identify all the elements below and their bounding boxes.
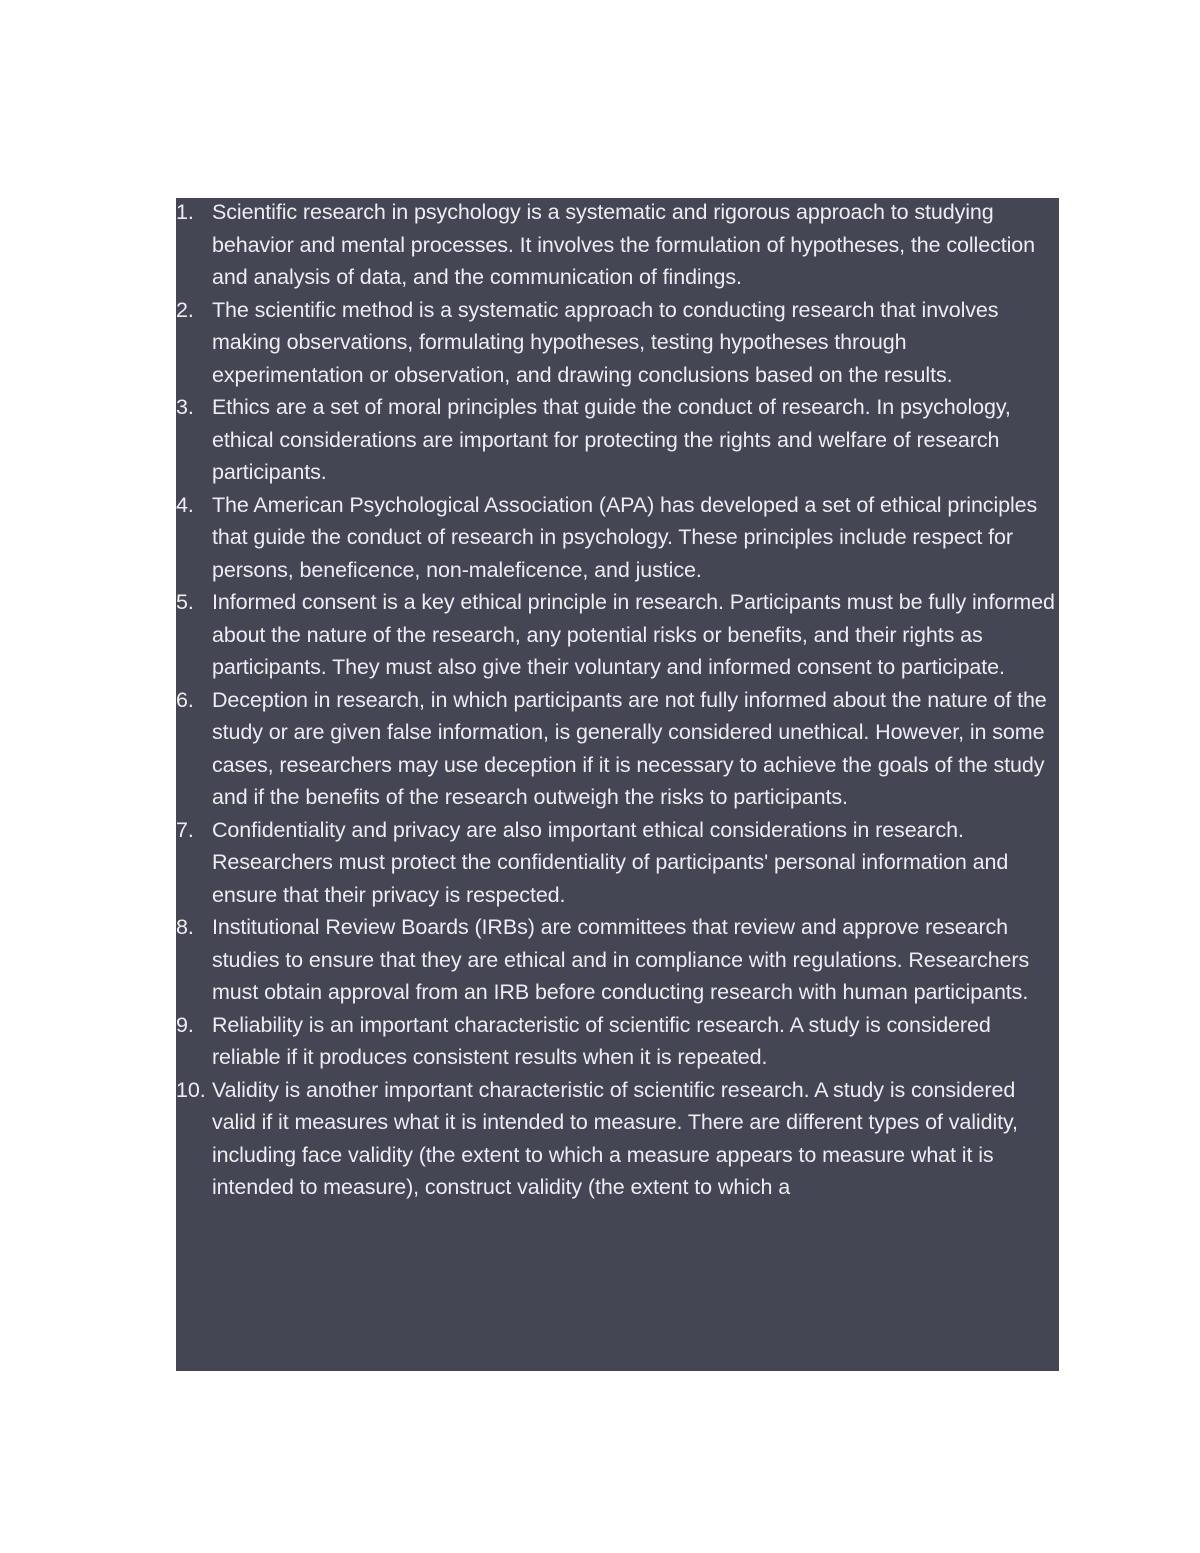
list-item-number: 7. — [176, 817, 194, 842]
chat-response-panel — [176, 198, 1059, 1371]
list-item-text: Validity is another important characteristic of scientific research. A study is considered valid if it measures what it is intended to measure. There are different types of validity, including face validity (the extent to which a measure appears to measure what it is intended to measure), construct validity (the extent to which a — [212, 1077, 1018, 1199]
list-item-text: Scientific research in psychology is a systematic and rigorous approach to studying behavior and mental processes. It involves the formulation of hypotheses, the collection and analysis of data, and the communication of findings. — [212, 200, 1036, 289]
list-item-text: Institutional Review Boards (IRBs) are committees that review and approve research studies to ensure that they are ethical and in compliance with regulations. Researchers must obtain approval from an IRB before conducting research with human participants. — [212, 915, 1030, 1004]
list-item-number: 1. — [176, 200, 194, 224]
list-item-text: Confidentiality and privacy are also important ethical considerations in research. Researchers must protect the confidentiality of participants' personal information and ensure that their privacy is respected. — [212, 817, 1009, 907]
list-item-text: Informed consent is a key ethical principle in research. Participants must be fully informed about the nature of the research, any potential risks or benefits, and their rights as participants. They must also give their voluntary and informed consent to participate. — [212, 590, 1055, 679]
list-item — [176, 911, 1059, 1009]
list-item-text: The American Psychological Association (APA) has developed a set of ethical principles that guide the conduct of research in psychology. These principles include respect for persons, beneficence, non-maleficence, and justice. — [212, 492, 1038, 582]
list-item — [176, 391, 1059, 489]
list-item-number: 3. — [176, 395, 194, 419]
list-item-text: Reliability is an important characteristic of scientific research. A study is considered reliable if it produces consistent results when it is repeated. — [212, 1012, 991, 1069]
list-item-text: Deception in research, in which participants are not fully informed about the nature of the study or are given false information, is generally considered unethical. However, in some cases, researchers may use deception if it is necessary to achieve the goals of the study and if the benefits of the research outweigh the risks to participants. — [212, 687, 1047, 809]
list-item — [176, 684, 1059, 814]
list-item — [176, 489, 1059, 587]
list-item-number: 10. — [176, 1077, 206, 1102]
list-item — [176, 1009, 1059, 1074]
list-item — [176, 586, 1059, 684]
list-item-number: 9. — [176, 1012, 194, 1037]
numbered-list — [176, 198, 1059, 1204]
list-item-number: 2. — [176, 297, 194, 322]
list-item-text: Ethics are a set of moral principles that guide the conduct of research. In psychology, ethical considerations are important for protecting the rights and welfare of research participants. — [212, 395, 1011, 484]
list-item-number: 5. — [176, 590, 194, 614]
list-item-text: The scientific method is a systematic approach to conducting research that involves making observations, formulating hypotheses, testing hypotheses through experimentation or observation, and drawing conclusions based on the results. — [212, 297, 999, 387]
list-item — [176, 198, 1059, 294]
list-item — [176, 294, 1059, 392]
list-item — [176, 814, 1059, 912]
list-item-number: 6. — [176, 687, 194, 712]
list-item-number: 4. — [176, 492, 194, 517]
list-item-number: 8. — [176, 915, 194, 939]
list-item — [176, 1074, 1059, 1204]
